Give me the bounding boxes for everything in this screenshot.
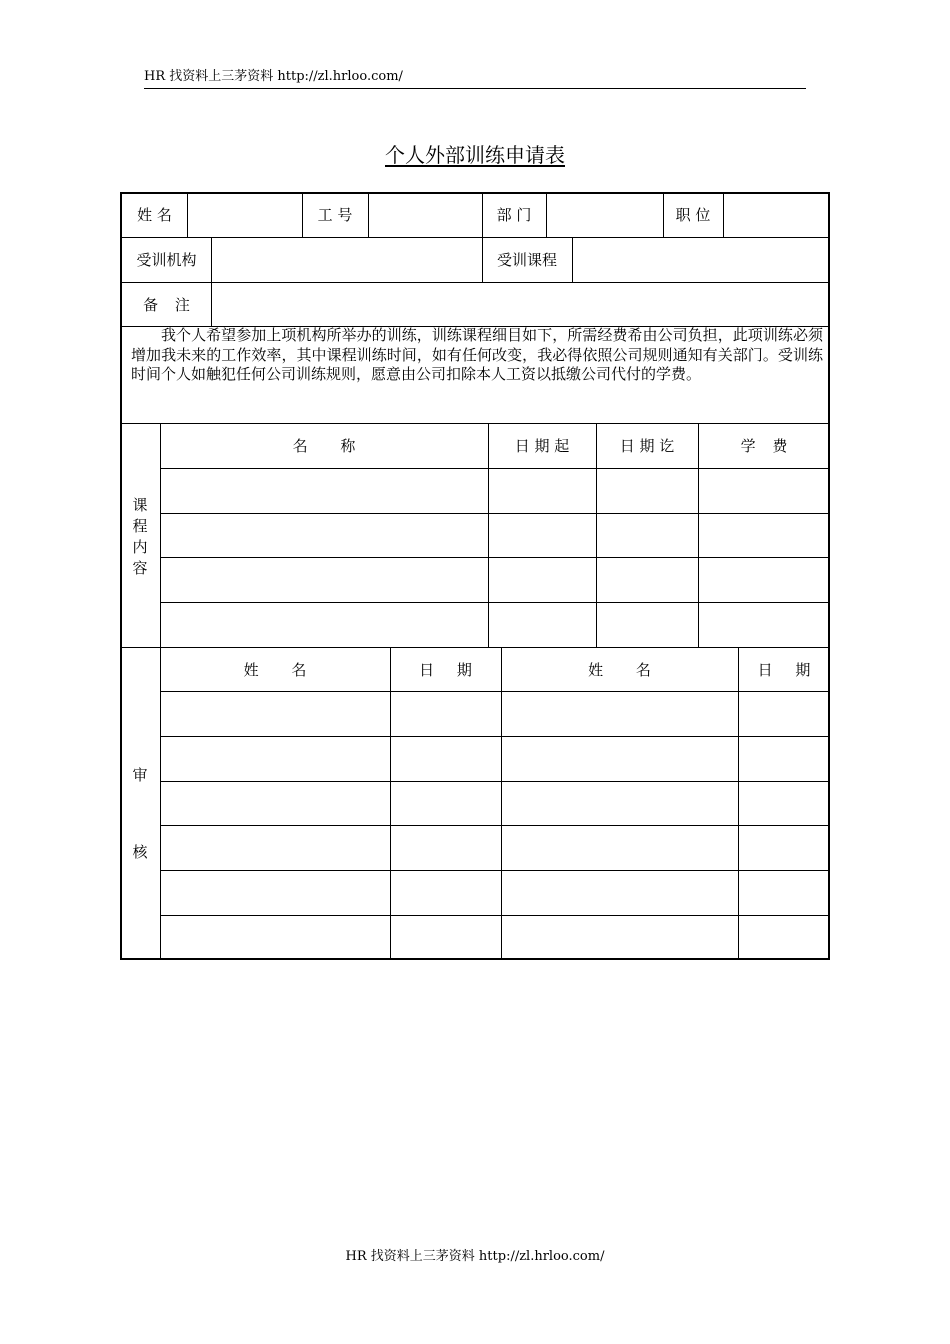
review-row-divider xyxy=(160,691,830,692)
course-label: 受训课程 xyxy=(496,251,557,269)
position-field[interactable] xyxy=(724,194,828,236)
fee-header: 学 费 xyxy=(740,437,788,455)
review-section-label: 审 xyxy=(132,766,148,784)
course-row-divider xyxy=(160,557,830,558)
row-divider xyxy=(120,647,830,648)
review-date-header: 日 期 xyxy=(419,661,472,679)
name-label: 姓 名 xyxy=(137,206,172,224)
col-divider xyxy=(738,647,739,960)
review-date-header: 日 期 xyxy=(757,661,811,679)
review-row-divider xyxy=(160,870,830,871)
statement-text: 我个人希望参加上项机构所举办的训练，训练课程细目如下，所需经费希由公司负担，此项训练必须增加我未来的工作效率，其中课程训练时间，如有任何改变，我必得依照公司规则通知有关部门。受训练时间个人如触犯任何公司训练规则，愿意由公司扣除本人工资以抵缴公司代付的学费。 xyxy=(131,326,823,383)
reviewer-name-header: 姓 名 xyxy=(588,661,651,679)
review-row-divider xyxy=(160,781,830,782)
department-label: 部 门 xyxy=(496,206,532,224)
review-row-divider xyxy=(160,736,830,737)
course-row-divider xyxy=(160,468,830,469)
reviewer-name-header: 姓 名 xyxy=(243,661,307,679)
review-section-label: 核 xyxy=(132,843,148,861)
review-row-divider xyxy=(160,915,830,916)
date-to-header: 日 期 讫 xyxy=(619,437,675,455)
date-from-header: 日 期 起 xyxy=(514,437,570,455)
name-field[interactable] xyxy=(188,194,301,236)
col-divider xyxy=(390,647,391,960)
form-title: 个人外部训练申请表 xyxy=(385,143,565,167)
course-field[interactable] xyxy=(573,238,828,281)
col-divider xyxy=(160,647,161,960)
course-name-header: 名 称 xyxy=(292,437,356,455)
remarks-label: 备 注 xyxy=(143,296,190,314)
remarks-field[interactable] xyxy=(212,283,828,325)
col-divider xyxy=(501,647,502,960)
course-row-divider xyxy=(160,602,830,603)
course-row-divider xyxy=(160,513,830,514)
department-field[interactable] xyxy=(547,194,662,236)
employee-no-label: 工 号 xyxy=(317,206,353,224)
page-header: HR 找资料上三茅资料 http://zl.hrloo.com/ xyxy=(144,68,806,89)
employee-no-field[interactable] xyxy=(369,194,481,236)
institution-field[interactable] xyxy=(212,238,481,281)
course-section-label: 课程内容 xyxy=(132,496,148,577)
position-label: 职 位 xyxy=(675,206,711,224)
row-divider xyxy=(120,423,830,424)
page-footer: HR 找资料上三茅资料 http://zl.hrloo.com/ xyxy=(345,1249,605,1264)
institution-label: 受训机构 xyxy=(136,251,197,269)
review-row-divider xyxy=(160,825,830,826)
